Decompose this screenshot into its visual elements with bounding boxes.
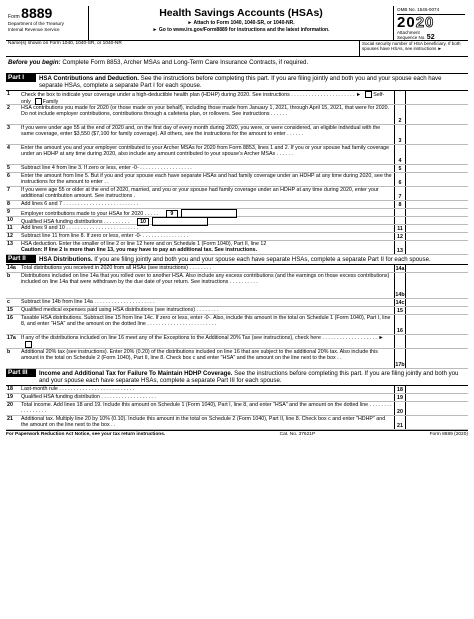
form-line-row <box>6 349 468 369</box>
amount-field[interactable] <box>405 201 468 208</box>
form-line-row <box>6 105 468 125</box>
line-number: 5 <box>7 165 10 171</box>
form-line-row <box>6 335 468 349</box>
line-number: b <box>7 273 11 279</box>
line-number: 12 <box>7 233 13 239</box>
line-number: 21 <box>7 416 13 422</box>
amount-field[interactable] <box>405 307 468 314</box>
line-number: 19 <box>7 394 13 400</box>
part1-lines <box>6 91 468 209</box>
line-number: 8 <box>7 201 10 207</box>
line-box-label: 14a <box>395 265 405 272</box>
family-option[interactable]: Family <box>31 99 59 105</box>
line-number: 13 <box>7 241 13 247</box>
line-description: Add lines 6 and 7 . . . . . . . . . . . . . . . . . . . . . . . . . . <box>21 201 139 207</box>
form-line-row <box>6 217 468 225</box>
line-box-label: 20 <box>394 402 405 415</box>
part3-label: Part III <box>6 369 36 377</box>
line-description: Additional 20% tax (see instructions). Enter 20% (0.20) of the distributions included on line 16 that are subject to the additional 20% tax. Also include this amount in the total on Schedule 2 (Form 1040), Part II, line 8. Check box c and enter "HSA" and the amount on the line next to the box . . <box>21 349 378 362</box>
line-box-label: 8 <box>394 201 405 208</box>
line-number: 3 <box>7 125 10 131</box>
line-box-label <box>394 217 405 224</box>
part1-label: Part I <box>6 74 36 82</box>
line-box-label: 7 <box>394 187 405 200</box>
line-number: 20 <box>7 402 13 408</box>
line-number: 17a <box>7 335 16 341</box>
line-box-label: 18 <box>394 386 405 393</box>
amount-field[interactable] <box>405 91 468 104</box>
part2-text: HSA Distributions. If you are filing jointly and both you and your spouse each have separate HSAs, complete a separate Part II for each spouse. <box>39 256 431 263</box>
line-description: Subtract line 4 from line 3. If zero or less, enter -0- . . . . . . . . . . . . . . . . . . <box>21 165 192 171</box>
goto-note: ► Go to www.irs.gov/Form8889 for instructions and the latest information. <box>152 26 330 33</box>
line-description: Qualified HSA funding distribution . . . . . . . . . . . . . . . . . . . <box>21 394 156 400</box>
line-number: 7 <box>7 187 10 193</box>
amount-field[interactable] <box>405 386 468 393</box>
amount-field[interactable] <box>405 125 468 144</box>
tax-year: 2020 <box>397 14 435 32</box>
inner-box-label: 9 <box>166 210 178 218</box>
amount-field[interactable] <box>405 165 468 172</box>
line-description: Subtract line 11 from line 8. If zero or less, enter -0- . . . . . . . . . . . . . . . . <box>21 233 189 239</box>
omb-number: OMB No. 1545-0074 <box>397 7 465 15</box>
line-description: Last-month rule . . . . . . . . . . . . . . . . . . . . . . . . . . <box>21 386 135 392</box>
exception-checkbox[interactable] <box>25 341 32 348</box>
form-line-row <box>6 307 468 315</box>
amount-field[interactable] <box>405 217 468 224</box>
amount-field[interactable] <box>405 145 468 164</box>
line-number: 4 <box>7 145 10 151</box>
part3-header <box>6 369 468 386</box>
self-only-option[interactable]: Self-only <box>21 91 385 106</box>
amount-field[interactable] <box>405 265 468 272</box>
line-box-label: 15 <box>394 307 405 314</box>
attachment-seq: Attachment Sequence No. 52 <box>397 30 435 42</box>
form-page <box>6 6 468 607</box>
part2-lines <box>6 265 468 369</box>
amount-field[interactable] <box>405 187 468 200</box>
line-number: b <box>7 349 11 355</box>
form-header <box>6 6 468 41</box>
line-description: Total distributions you received in 2020 from all HSAs (see instructions) . . . . . . . . <box>21 265 212 271</box>
line-box-label: 21 <box>394 416 405 429</box>
line-box-label: 2 <box>394 105 405 124</box>
form-line-row <box>6 91 468 105</box>
amount-field[interactable] <box>405 349 468 368</box>
amount-field[interactable] <box>405 233 468 240</box>
amount-field[interactable] <box>405 394 468 401</box>
part2-header <box>6 255 468 265</box>
amount-field[interactable] <box>405 402 468 415</box>
amount-field[interactable] <box>405 241 468 254</box>
part1-lines-end <box>6 225 468 255</box>
form-line-row <box>6 225 468 233</box>
form-word: Form <box>8 14 20 20</box>
line-caution: Caution: If line 2 is more than line 13, you may have to pay an additional tax. See instructions. <box>21 247 258 254</box>
form-line-row <box>6 416 468 430</box>
form-line-row <box>6 125 468 145</box>
line-number: 14a <box>7 265 16 271</box>
line-number: c <box>7 299 10 305</box>
line-box-label <box>394 209 405 216</box>
form-id-block <box>6 6 89 40</box>
line-description: If you were under age 55 at the end of 2020 and, on the first day of every month during 2020, you were, or were considered, an eligible individual with the same coverage, enter $3,550 ($7,100 for family coverage). All others, see the instructions for the amount to enter . . . . . . <box>21 125 381 138</box>
amount-field[interactable] <box>405 273 468 298</box>
line-description: Add lines 9 and 10 . . . . . . . . . . . . . . . . . . . . . . . . . <box>21 225 139 231</box>
name-field[interactable]: Name(s) shown on Form 1040, 1040-SR, or 1040-NR <box>8 41 122 46</box>
form-line-row <box>6 165 468 173</box>
form-line-row <box>6 402 468 416</box>
cat-number: Cat. No. 37621P <box>279 432 316 437</box>
ssn-field[interactable]: Social security number of HSA beneficiary. If both spouses have HSAs, see instructions ► <box>359 41 468 56</box>
paperwork-notice: For Paperwork Reduction Act Notice, see your tax return instructions. <box>6 432 166 437</box>
line-box-label: 3 <box>394 125 405 144</box>
line-description: Qualified medical expenses paid using HSA distributions (see instructions) . . . . . . . . <box>21 307 219 313</box>
line-description: Employer contributions made to your HSAs for 2020 . . . . . 9 <box>21 209 394 216</box>
part3-text: Income and Additional Tax for Failure To Maintain HDHP Coverage. See the instructions before completing this part. If you are filing jointly and both you and your spouse each have separate HSAs, complete a separate Part III for each spouse. <box>39 370 459 384</box>
form-line-row <box>6 273 468 299</box>
form-line-row <box>6 187 468 201</box>
form-title-block <box>89 6 393 40</box>
form-line-row <box>6 394 468 402</box>
line-number: 9 <box>7 209 10 215</box>
form-line-row <box>6 315 468 335</box>
line-number: 10 <box>7 217 13 223</box>
form-line-row <box>6 233 468 241</box>
line-box-label: 5 <box>394 165 405 172</box>
line-number: 16 <box>7 315 13 321</box>
line-description: Distributions included on line 14a that you rolled over to another HSA. Also include any excess contributions (and the earnings on those excess contributions) included on line 14a that were withdrawn by the due date of your return. See instructions . . . . . . . . . . <box>21 273 390 286</box>
amount-field[interactable] <box>405 315 468 334</box>
amount-field[interactable] <box>405 225 468 232</box>
form-title: Health Savings Accounts (HSAs) <box>159 7 323 19</box>
line-box-label: 14b <box>394 273 405 298</box>
amount-field[interactable] <box>405 105 468 124</box>
part1-header <box>6 74 468 91</box>
line-number: 18 <box>7 386 13 392</box>
form-line-row <box>6 201 468 209</box>
form-line-row <box>6 241 468 255</box>
name-row <box>6 41 468 57</box>
form-line-row <box>6 209 468 217</box>
before-you-begin: Before you begin: Complete Form 8853, Archer MSAs and Long-Term Care Insurance Contracts, if required. <box>6 57 468 74</box>
line-box-label: 12 <box>394 233 405 240</box>
amount-field[interactable] <box>405 299 468 306</box>
line-box-label: 16 <box>394 315 405 334</box>
line-number: 6 <box>7 173 10 179</box>
line-box-label <box>394 335 405 348</box>
line-number: 1 <box>7 91 10 97</box>
form-number: 8889 <box>21 5 53 21</box>
line-box-label: 13 <box>394 241 405 254</box>
irs-name: Internal Revenue Service <box>8 27 60 33</box>
line-number: 15 <box>7 307 13 313</box>
line-box-label: 17b <box>394 349 405 368</box>
amount-field[interactable] <box>405 173 468 186</box>
line-box-label: 11 <box>394 225 405 232</box>
line-description: Total income. Add lines 18 and 19. Include this amount on Schedule 1 (Form 1040), Part I, line 8, and enter "HSA" and the amount on the dotted line . . . . . . . . . . . . . . . . . <box>21 402 392 415</box>
part1-text: HSA Contributions and Deduction. See the instructions before completing this part. If you are filing jointly and both you and your spouse each have separate HSAs, complete a separate Part I for each spouse. <box>39 75 442 89</box>
line-description: Check the box to indicate your coverage under a high-deductible health plan (HDHP) during 2020. See instructions . . . . . . . . . . . . . . . . . . . . . . ► Self-only Family <box>21 91 385 106</box>
part2-label: Part II <box>6 255 36 263</box>
inner-box-label: 10 <box>137 218 149 226</box>
line-description: Enter the amount from line 5. But if you and your spouse each have separate HSAs and had family coverage under an HDHP at any time during 2020, see the instructions for the amount to enter . . <box>21 173 392 186</box>
form-line-row <box>6 386 468 394</box>
form-footer <box>6 430 468 438</box>
form-footer-id: Form 8889 (2020) <box>429 432 468 437</box>
form-line-row <box>6 265 468 273</box>
amount-field[interactable] <box>405 416 468 429</box>
line-box-label: 14c <box>395 299 405 306</box>
line-description: If you were age 55 or older at the end of 2020, married, and you or your spouse had family coverage under an HDHP at any time during 2020, enter your additional contribution amount. See instructions . <box>21 187 379 200</box>
line-description: If any of the distributions included on line 16 meet any of the Exceptions to the Additional 20% Tax (see instructions), check here . . . . . . . . . . . . . . . . . . . ► <box>21 335 394 348</box>
form-line-row <box>6 173 468 187</box>
part1-lines-inner <box>6 209 468 225</box>
line-number: 2 <box>7 105 10 111</box>
part3-lines <box>6 386 468 430</box>
amount-field[interactable] <box>405 209 468 216</box>
form-line-row <box>6 145 468 165</box>
line-number: 11 <box>7 225 13 231</box>
line-box-label <box>394 91 405 104</box>
line-description: Subtract line 14b from line 14a . . . . . . . . . . . . . . . . . . . . . <box>21 299 155 305</box>
omb-block <box>393 6 468 40</box>
line-description: Taxable HSA distributions. Subtract line 15 from line 14c. If zero or less, enter -0-. Also, include this amount in the total on Schedule 1 (Form 1040), Part I, line 8, and enter "HSA" and the amount on the dotted line . . . . . . . . . . . . . . . . . . . . . . . . <box>21 315 391 328</box>
line-box-label: 6 <box>394 173 405 186</box>
line-box-label: 4 <box>394 145 405 164</box>
form-line-row <box>6 299 468 307</box>
line-description: HSA deduction. Enter the smaller of line 2 or line 12 here and on Schedule 1 (Form 1040), Part II, line 12 Caution: If line 2 is more than line 13, you may have to pay an additional tax. See instructions. <box>21 241 394 254</box>
line-description: Enter the amount you and your employer contributed to your Archer MSAs for 2020 from Form 8853, lines 1 and 2. If you or your spouse had family coverage under an HDHP at any time during 2020, also include any amount contributed to your spouse's Archer MSAs . . . . . . <box>21 145 390 158</box>
line-description: Qualified HSA funding distributions . . . . . . . . . 10 <box>21 217 394 224</box>
attach-note: ► Attach to Form 1040, 1040-SR, or 1040-NR. <box>187 20 295 26</box>
amount-field[interactable] <box>405 335 468 348</box>
line-description: HSA contributions you made for 2020 (or those made on your behalf), including those made from January 1, 2021, through April 15, 2021, that were for 2020. Do not include employer contributions, contributions through a cafeteria plan, or rollovers. See instructions . . . . . . <box>21 105 390 118</box>
line-description: Additional tax. Multiply line 20 by 10% (0.10). Include this amount in the total on Schedule 2 (Form 1040), Part II, line 8. Check box c and enter "HDHP" and the amount on the line next to the box . . <box>21 416 386 429</box>
line-box-label: 19 <box>394 394 405 401</box>
dept-name: Department of the Treasury <box>8 21 64 27</box>
